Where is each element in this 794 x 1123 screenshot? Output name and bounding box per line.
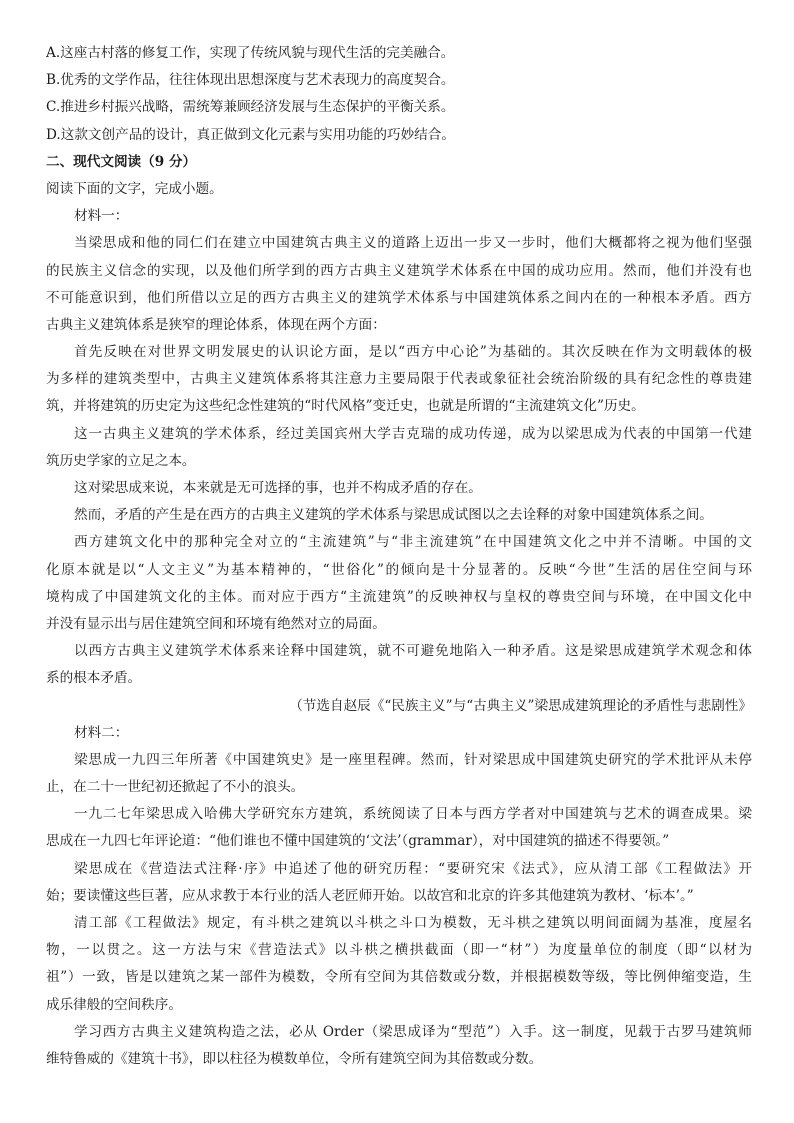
section-title: 二、现代文阅读（9 分） <box>46 153 197 170</box>
material2-label: 材料二： <box>74 724 129 741</box>
document-page <box>46 40 752 1073</box>
material2-line: 清工部《工程做法》规定，有斗栱之建筑以斗栱之斗口为模数，无斗栱之建筑以明间面阔为基准，度屋名 <box>74 915 752 931</box>
material2-line: 始；要读懂这些巨著，应从求教于本行业的活人老匠师开始。以故宫和北京的许多其他建筑为教材、‘标本’。” <box>46 887 694 904</box>
material1-label: 材料一： <box>74 208 129 225</box>
material1-line: 系的根本矛盾。 <box>46 670 142 687</box>
material2-line: 思成在一九四七年评论道：“他们谁也不懂中国建筑的‘文法’（grammar），对中国建筑的描述不得要领。” <box>46 833 670 850</box>
reading-instruction: 阅读下面的文字，完成小题。 <box>46 180 223 197</box>
option-a: A.这座古村落的修复工作，实现了传统风貌与现代生活的完美融合。 <box>46 45 455 61</box>
option-d: D.这款文创产品的设计，真正做到文化元素与实用功能的巧妙结合。 <box>46 126 455 143</box>
material1-line: 为多样的建筑类型中，古典主义建筑体系将其注意力主要局限于代表或象征社会统治阶级的具有纪念性的尊贵建 <box>46 371 752 388</box>
material2-line: 维特鲁威的《建筑十书》，即以柱径为模数单位，令所有建筑空间为其倍数或分数。 <box>46 1050 543 1067</box>
material2-line: 学习西方古典主义建筑构造之法，必从 Order（梁思成译为“型范”）入手。这一制度，见载于古罗马建筑师 <box>74 1023 752 1040</box>
material1-line: 当梁思成和他的同仁们在建立中国建筑古典主义的道路上迈出一步又一步时，他们大概都将之视为他们坚强 <box>74 235 752 252</box>
material1-line: 这一古典主义建筑的学术体系，经过美国宾州大学吉克瑞的成功传递，成为以梁思成为代表的中国第一代建 <box>74 425 752 442</box>
material2-line: 祖”）一致，皆是以建筑之某一部件为模数，令所有空间为其倍数或分数，并根据模数等级，等比例伸缩变造，生 <box>46 969 752 986</box>
material1-line: 筑历史学家的立足之本。 <box>46 452 196 469</box>
material2-line: 止，在二十一世纪初还掀起了不小的浪头。 <box>46 779 305 796</box>
material1-line: 不可能意识到，他们所借以立足的西方古典主义的建筑学术体系与中国建筑体系之间内在的一种根本矛盾。西方 <box>46 289 752 306</box>
material2-line: 梁思成一九四三年所著《中国建筑史》是一座里程碑。然而，针对梁思成中国建筑史研究的学术批评从未停 <box>74 751 752 768</box>
material1-line: 并没有显示出与居住建筑空间和环境有绝然对立的局面。 <box>46 615 386 632</box>
material2-line: 物，一以贯之。这一方法与宋《营造法式》以斗栱之横拱截面（即一“材”）为度量单位的制度（即“以材为 <box>46 942 752 959</box>
material1-line: 的民族主义信念的实现，以及他们所学到的西方古典主义建筑学术体系在中国的成功应用。然而，他们并没有也 <box>46 262 752 279</box>
material2-line: 梁思成在《营造法式注释·序》中追述了他的研究历程：“要研究宋《法式》，应从清工部《工程做法》开 <box>74 860 752 877</box>
material1-line: 筑，并将建筑的历史定为这些纪念性建筑的“时代风格”变迁史，也就是所谓的“主流建筑文化”历史。 <box>46 398 645 415</box>
material1-line: 以西方古典主义建筑学术体系来诠释中国建筑，就不可避免地陷入一种矛盾。这是梁思成建筑学术观念和体 <box>74 643 752 660</box>
option-b: B.优秀的文学作品，往往体现出思想深度与艺术表现力的高度契合。 <box>46 72 455 89</box>
material1-line: 西方建筑文化中的那种完全对立的“主流建筑”与“非主流建筑”在中国建筑文化之中并不清晰。中国的文 <box>74 534 752 551</box>
material1-line: 境构成了中国建筑文化的主体。而对应于西方“主流建筑”的反映神权与皇权的尊贵空间与环境，在中国文化中 <box>46 588 752 605</box>
material1-line: 这对梁思成来说，本来就是无可选择的事，也并不构成矛盾的存在。 <box>74 480 482 496</box>
material1-source: （节选自赵辰《“民族主义”与“古典主义”梁思成建筑理论的矛盾性与悲剧性》 <box>289 697 752 714</box>
material2-line: 成乐律般的空间秩序。 <box>46 996 182 1013</box>
material1-line: 古典主义建筑体系是狭窄的理论体系，体现在两个方面： <box>46 316 386 333</box>
option-c: C.推进乡村振兴战略，需统筹兼顾经济发展与生态保护的平衡关系。 <box>46 99 455 116</box>
material1-line: 化原本就是以“人文主义”为基本精神的，“世俗化”的倾向是十分显著的。反映“今世”生活的居住空间与环 <box>46 561 752 578</box>
material2-line: 一九二七年梁思成入哈佛大学研究东方建筑，系统阅读了日本与西方学者对中国建筑与艺术的调查成果。梁 <box>74 806 752 823</box>
material1-line: 然而，矛盾的产生是在西方的古典主义建筑的学术体系与梁思成试图以之去诠释的对象中国建筑体系之间。 <box>74 507 713 524</box>
material1-line: 首先反映在对世界文明发展史的认识论方面，是以“西方中心论”为基础的。其次反映在作为文明载体的极 <box>74 344 752 361</box>
